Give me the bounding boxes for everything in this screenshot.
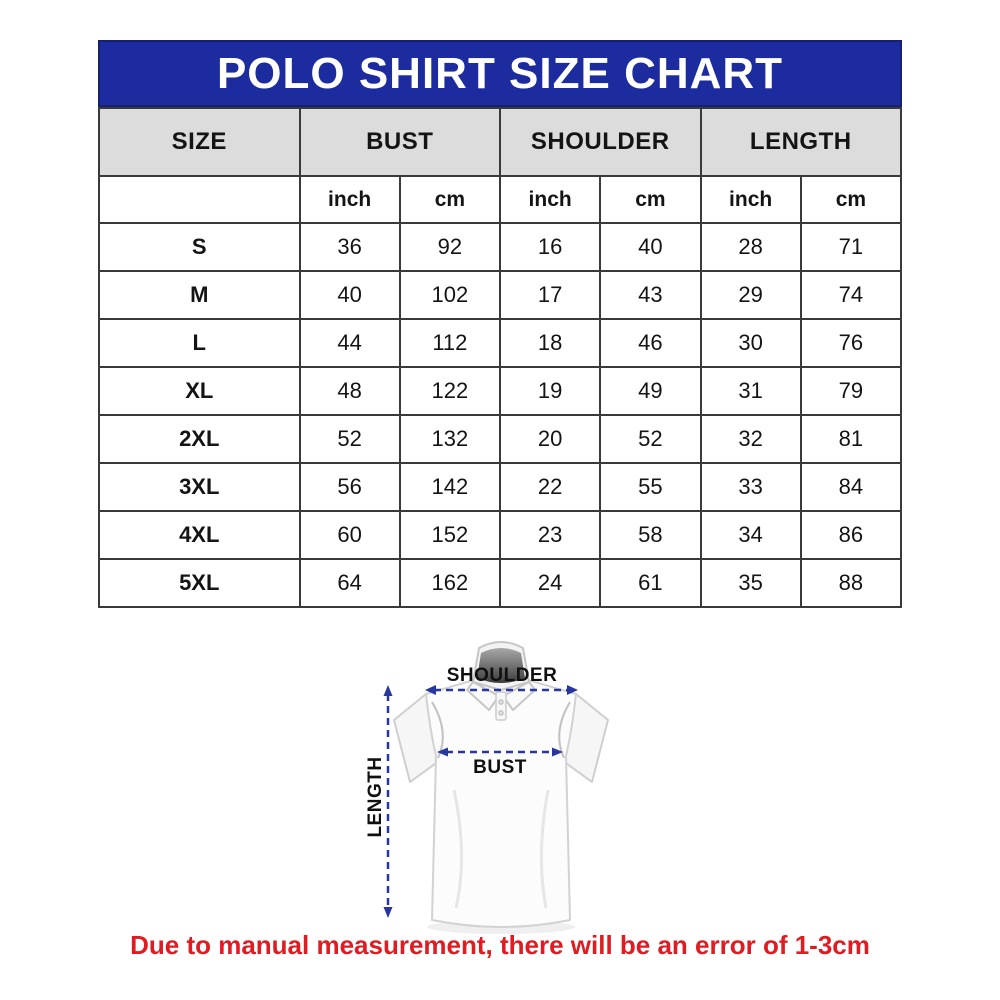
value-cell: 88: [801, 559, 901, 607]
value-cell: 48: [300, 367, 400, 415]
value-cell: 112: [400, 319, 500, 367]
value-cell: 86: [801, 511, 901, 559]
value-cell: 152: [400, 511, 500, 559]
size-label: 5XL: [99, 559, 300, 607]
table-row: [99, 559, 901, 607]
value-cell: 52: [600, 415, 700, 463]
value-cell: 64: [300, 559, 400, 607]
unit-label-cm: cm: [400, 176, 500, 223]
value-cell: 28: [701, 223, 801, 271]
value-cell: 32: [701, 415, 801, 463]
unit-label-inch: inch: [701, 176, 801, 223]
value-cell: 29: [701, 271, 801, 319]
value-cell: 142: [400, 463, 500, 511]
table-row: [99, 415, 901, 463]
value-cell: 36: [300, 223, 400, 271]
value-cell: 24: [500, 559, 600, 607]
value-cell: 30: [701, 319, 801, 367]
col-header-bust: BUST: [300, 108, 501, 176]
table-row: [99, 223, 901, 271]
size-label: M: [99, 271, 300, 319]
size-label: XL: [99, 367, 300, 415]
value-cell: 35: [701, 559, 801, 607]
value-cell: 43: [600, 271, 700, 319]
shoulder-label: SHOULDER: [446, 665, 558, 686]
value-cell: 122: [400, 367, 500, 415]
value-cell: 102: [400, 271, 500, 319]
value-cell: 34: [701, 511, 801, 559]
value-cell: 71: [801, 223, 901, 271]
column-header-row: [99, 108, 901, 176]
value-cell: 79: [801, 367, 901, 415]
value-cell: 20: [500, 415, 600, 463]
unit-blank-cell: [99, 176, 300, 223]
value-cell: 76: [801, 319, 901, 367]
size-label: S: [99, 223, 300, 271]
page-title: POLO SHIRT SIZE CHART: [216, 48, 784, 98]
value-cell: 162: [400, 559, 500, 607]
size-label: 4XL: [99, 511, 300, 559]
value-cell: 23: [500, 511, 600, 559]
value-cell: 56: [300, 463, 400, 511]
size-label: L: [99, 319, 300, 367]
table-row: [99, 367, 901, 415]
value-cell: 33: [701, 463, 801, 511]
size-label: 2XL: [99, 415, 300, 463]
table-row: [99, 319, 901, 367]
measurement-diagram: [350, 640, 650, 940]
value-cell: 40: [600, 223, 700, 271]
value-cell: 55: [600, 463, 700, 511]
value-cell: 40: [300, 271, 400, 319]
unit-label-inch: inch: [300, 176, 400, 223]
unit-label-inch: inch: [500, 176, 600, 223]
measurement-note: Due to manual measurement, there will be an error of 1-3cm: [130, 930, 870, 960]
table-row: [99, 463, 901, 511]
unit-label-cm: cm: [801, 176, 901, 223]
value-cell: 61: [600, 559, 700, 607]
value-cell: 52: [300, 415, 400, 463]
value-cell: 46: [600, 319, 700, 367]
button: [499, 711, 503, 715]
value-cell: 16: [500, 223, 600, 271]
button: [499, 700, 503, 704]
value-cell: 84: [801, 463, 901, 511]
value-cell: 49: [600, 367, 700, 415]
value-cell: 58: [600, 511, 700, 559]
value-cell: 92: [400, 223, 500, 271]
size-chart-table: [98, 107, 902, 608]
value-cell: 81: [801, 415, 901, 463]
length-label: LENGTH: [365, 756, 386, 838]
value-cell: 31: [701, 367, 801, 415]
table-row: [99, 271, 901, 319]
col-header-length: LENGTH: [701, 108, 902, 176]
value-cell: 44: [300, 319, 400, 367]
placket: [496, 692, 506, 720]
title-banner: [98, 40, 902, 107]
col-header-shoulder: SHOULDER: [500, 108, 701, 176]
bust-label: BUST: [473, 757, 527, 778]
value-cell: 74: [801, 271, 901, 319]
col-header-size: SIZE: [99, 108, 300, 176]
value-cell: 19: [500, 367, 600, 415]
value-cell: 132: [400, 415, 500, 463]
size-label: 3XL: [99, 463, 300, 511]
value-cell: 17: [500, 271, 600, 319]
value-cell: 60: [300, 511, 400, 559]
unit-label-cm: cm: [600, 176, 700, 223]
value-cell: 22: [500, 463, 600, 511]
table-row: [99, 511, 901, 559]
value-cell: 18: [500, 319, 600, 367]
unit-header-row: [99, 176, 901, 223]
